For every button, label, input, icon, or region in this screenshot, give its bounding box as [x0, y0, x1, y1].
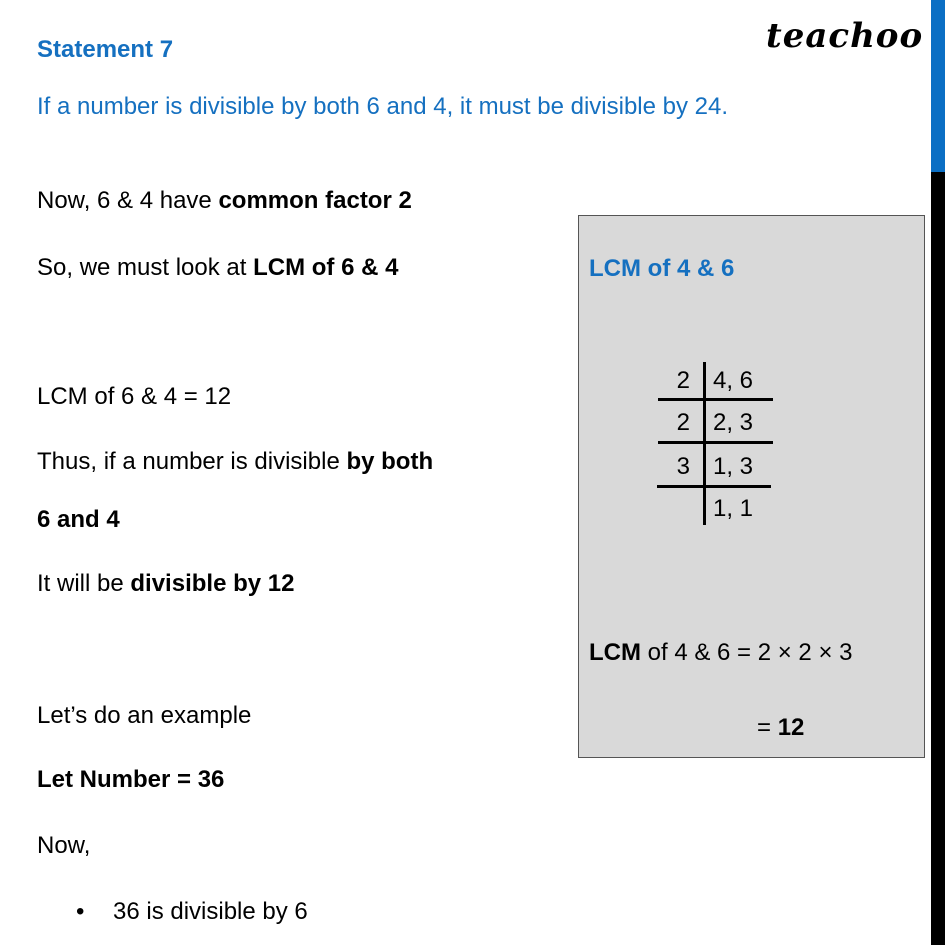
text: It will be: [37, 570, 131, 597]
teachoo-logo: teachoo: [766, 16, 924, 56]
text: of 4 & 6 = 2 × 2 × 3: [640, 639, 853, 666]
quotient: 1, 1: [713, 495, 754, 522]
text: Now, 6 & 4 have: [37, 187, 219, 214]
line-example: Let’s do an example: [37, 702, 252, 729]
divisor: 2: [676, 367, 690, 394]
bullet-text: 36 is divisible by 6: [113, 898, 308, 925]
line-divisible-12: [37, 569, 294, 599]
divisor: 3: [676, 453, 690, 480]
line-thus: [37, 447, 433, 477]
heading: Statement 7: [37, 36, 174, 63]
line-now: Now,: [37, 832, 91, 859]
bold-text: 12: [777, 714, 805, 741]
quotient: 1, 3: [713, 453, 754, 480]
scrollbar-thumb[interactable]: [931, 0, 945, 172]
quotient: 4, 6: [713, 367, 754, 394]
text: So, we must look at: [37, 254, 254, 281]
quotient: 2, 3: [713, 409, 754, 436]
lcm-final: [757, 713, 804, 743]
line-let-number: Let Number = 36: [37, 766, 225, 793]
statement: If a number is divisible by both 6 and 4, it must be divisible by 24.: [37, 93, 729, 120]
bold-text: LCM of 6 & 4: [253, 254, 399, 281]
text: Thus, if a number is divisible: [37, 448, 347, 475]
lcm-result: [589, 638, 852, 668]
bold-text: common factor 2: [218, 187, 412, 214]
bold-text: LCM: [589, 639, 641, 666]
divisor: 2: [676, 409, 690, 436]
box-title: LCM of 4 & 6: [589, 255, 735, 282]
division-line: [657, 485, 771, 488]
line-lcm-value: LCM of 6 & 4 = 12: [37, 383, 232, 410]
text: =: [757, 714, 778, 741]
line-lcm-look: [37, 253, 398, 283]
bold-text: divisible by 12: [130, 570, 295, 597]
bold-text: by both: [346, 448, 434, 475]
division-line: [658, 398, 773, 401]
line-6-and-4: 6 and 4: [37, 506, 120, 533]
division-line: [658, 441, 773, 444]
scrollbar-track[interactable]: [931, 172, 945, 945]
line-common-factor: [37, 186, 412, 216]
bullet-icon: •: [76, 898, 85, 925]
